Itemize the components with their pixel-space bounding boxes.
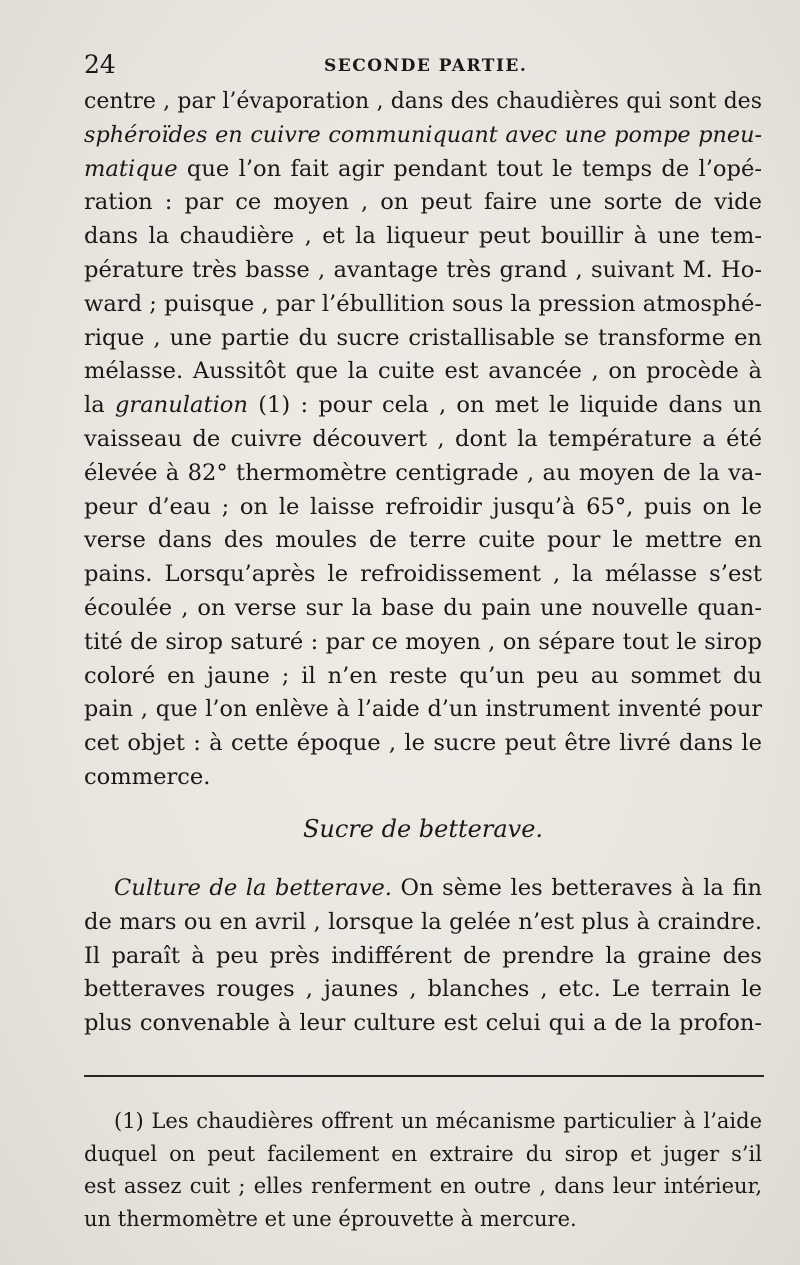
- text-line: verse dans des moules de terre cuite pour le mettre en: [84, 527, 762, 554]
- body-text: [84, 85, 762, 795]
- text-line: plus convenable à leur culture est celui qui a de la profon-: [84, 1010, 762, 1037]
- text-line: betteraves rouges , jaunes , blanches , etc. Le terrain le: [84, 976, 762, 1003]
- text-line: pains. Lorsqu’après le refroidissement , la mélasse s’est: [84, 561, 762, 588]
- text-line: cet objet : à cette époque , le sucre peut être livré dans le: [84, 730, 762, 757]
- text-line: sphéroïdes en cuivre communiquant avec une pompe pneu-: [84, 121, 762, 148]
- footnote-line: est assez cuit ; elles renferment en outre , dans leur intérieur,: [84, 1174, 762, 1198]
- text-line: centre , par l’évaporation , dans des chaudières qui sont des: [84, 89, 762, 114]
- text-line: matique que l’on fait agir pendant tout le temps de l’opé-: [84, 155, 762, 182]
- text-line: vaisseau de cuivre découvert , dont la température a été: [84, 425, 762, 452]
- page-number: 24: [84, 50, 116, 79]
- text-line: commerce.: [84, 763, 211, 790]
- text-line: tité de sirop saturé : par ce moyen , on sépare tout le sirop: [84, 628, 762, 655]
- running-head: SECONDE PARTIE.: [324, 56, 528, 76]
- text-line: la granulation (1) : pour cela , on met le liquide dans un: [84, 392, 762, 419]
- text-line: pain , que l’on enlève à l’aide d’un instrument inventé pour: [84, 696, 762, 723]
- text-line: écoulée , on verse sur la base du pain une nouvelle quan-: [84, 594, 762, 621]
- page-header: [84, 50, 764, 80]
- text-line: ward ; puisque , par l’ébullition sous la pression atmosphé-: [84, 290, 762, 317]
- text-line: dans la chaudière , et la liqueur peut bouillir à une tem-: [84, 223, 762, 250]
- section-title: Sucre de betterave.: [302, 815, 544, 843]
- text-line: ration : par ce moyen , on peut faire une sorte de vide: [84, 189, 762, 216]
- text-line: élevée à 82° thermomètre centigrade , au moyen de la va-: [84, 459, 762, 486]
- footnote: [84, 1105, 762, 1235]
- text-line: pérature très basse , avantage très grand , suivant M. Ho-: [84, 256, 762, 283]
- text-line: coloré en jaune ; il n’en reste qu’un peu au sommet du: [84, 662, 762, 689]
- section-body: [84, 872, 762, 1041]
- footnote-line: un thermomètre et une éprouvette à mercure.: [84, 1206, 577, 1231]
- text-line: peur d’eau ; on le laisse refroidir jusqu’à 65°, puis on le: [84, 493, 762, 520]
- text-line: de mars ou en avril , lorsque la gelée n’est plus à craindre.: [84, 908, 762, 935]
- text-line: rique , une partie du sucre cristallisable se transforme en: [84, 324, 762, 351]
- text-line: mélasse. Aussitôt que la cuite est avancée , on procède à: [84, 358, 762, 385]
- footnote-line: duquel on peut facilement en extraire du sirop et juger s’il: [84, 1141, 762, 1166]
- text-line: Culture de la betterave. On sème les betteraves à la fin: [114, 875, 763, 901]
- text-line: Il paraît à peu près indifférent de prendre la graine des: [84, 942, 762, 969]
- footnote-divider: [84, 1075, 764, 1077]
- footnote-line: (1) Les chaudières offrent un mécanisme particulier à l’aide: [114, 1109, 762, 1133]
